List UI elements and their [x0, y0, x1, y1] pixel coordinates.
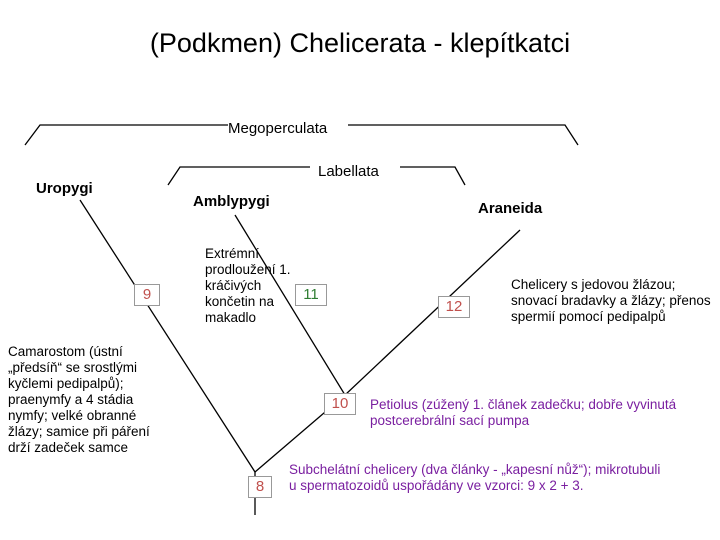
- character-description-12: Chelicery s jedovou žlázou; snovací bradavky a žlázy; přenos spermií pomocí pedipalpů: [511, 277, 711, 324]
- character-number-9: 9: [134, 284, 160, 306]
- labellata-bracket-right: [400, 167, 465, 185]
- character-number-12: 12: [438, 296, 470, 318]
- branch-araneida: [345, 230, 520, 395]
- character-description-11: Extrémní prodloužení 1. kráčivých končetin na makadlo: [205, 246, 291, 325]
- megoperculata-bracket: [25, 125, 228, 145]
- labellata-bracket: [168, 167, 310, 185]
- clade-label-megoperculata: Megoperculata: [228, 120, 328, 137]
- character-number-10: 10: [324, 393, 356, 415]
- character-description-10: Petiolus (zúžený 1. článek zadečku; dobře vyvinutá postcerebrální sací pumpa: [370, 397, 677, 428]
- character-description-9: Camarostom (ústní „předsíň“ se srostlými kyčlemi pedipalpů); praenymfy a 4 stádia nymfy; velké obranné žlázy; samice při páření drží zadeček samce: [8, 344, 150, 455]
- clade-label-labellata: Labellata: [318, 163, 379, 180]
- taxon-label-araneida: Araneida: [478, 200, 543, 217]
- character-description-8: Subchelátní chelicery (dva články - „kapesní nůž“); mikrotubuli u spermatozoidů uspořádány ve vzorci: 9 x 2 + 3.: [289, 462, 661, 493]
- character-number-11: 11: [295, 284, 327, 306]
- diagram-title: (Podkmen) Chelicerata - klepítkatci: [149, 28, 571, 58]
- taxon-label-uropygi: Uropygi: [36, 180, 93, 197]
- character-number-8: 8: [248, 476, 272, 498]
- taxon-label-amblypygi: Amblypygi: [193, 193, 270, 210]
- megoperculata-bracket-right: [348, 125, 578, 145]
